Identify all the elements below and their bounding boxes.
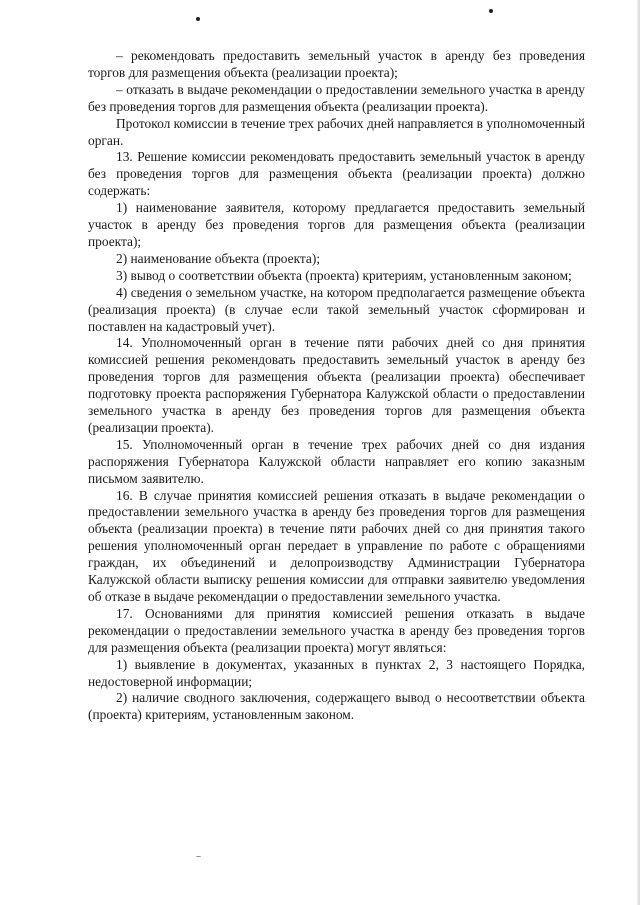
document-body: [88, 48, 585, 724]
paragraph: 16. В случае принятия комиссией решения отказать в выдаче рекомендации о предоставлении земельного участка в аренду без проведения торгов для размещения объекта (реализации проекта) в течение пяти рабочих дней со дня принятия такого решения уполномоченный орган передает в управление по работе с обращениями граждан, их объединений и делопроизводству Администрации Губернатора Калужской области выписку решения комиссии для отправки заявителю уведомления об отказе в выдаче рекомендации о предоставлении земельного участка.: [88, 487, 585, 604]
paragraph: Протокол комиссии в течение трех рабочих дней направляется в уполномоченный орган.: [88, 115, 585, 148]
paragraph: 13. Решение комиссии рекомендовать предоставить земельный участок в аренду без проведения торгов для размещения объекта (реализации проекта) должно содержать:: [88, 149, 585, 199]
paragraph: 14. Уполномоченный орган в течение пяти рабочих дней со дня принятия комиссией решения рекомендовать предоставить земельный участок в аренду без проведения торгов для размещения объекта (реализации проекта) обеспечивает подготовку проекта распоряжения Губернатора Калужской области о предоставлении земельного участка в аренду без проведения торгов для размещения объекта (реализации проекта).: [88, 335, 585, 435]
paragraph: 1) выявление в документах, указанных в пунктах 2, 3 настоящего Порядка, недостоверной информации;: [88, 656, 585, 689]
scan-speck: [196, 17, 200, 21]
scan-speck: [196, 856, 201, 857]
paragraph: 15. Уполномоченный орган в течение трех рабочих дней со дня издания распоряжения Губернатора Калужской области направляет его копию заказным письмом заявителю.: [88, 436, 585, 486]
scan-speck: [489, 9, 493, 13]
paragraph: – отказать в выдаче рекомендации о предоставлении земельного участка в аренду без проведения торгов для размещения объекта (реализации проекта).: [88, 81, 585, 114]
paragraph: 2) наименование объекта (проекта);: [116, 250, 321, 266]
paragraph: – рекомендовать предоставить земельный участок в аренду без проведения торгов для размещения объекта (реализации проекта);: [88, 48, 585, 80]
paragraph: 4) сведения о земельном участке, на котором предполагается размещение объекта (реализация проекта) (в случае если такой земельный участок сформирован и поставлен на кадастровый учет).: [88, 284, 585, 334]
paragraph: 3) вывод о соответствии объекта (проекта) критериям, установленным законом;: [116, 267, 572, 283]
paragraph: 2) наличие сводного заключения, содержащего вывод о несоответствии объекта (проекта) критериям, установленным законом.: [88, 690, 585, 723]
paragraph: 17. Основаниями для принятия комиссией решения отказать в выдаче рекомендации о предоставлении земельного участка в аренду без проведения торгов для размещения объекта (реализации проекта) могут являться:: [88, 605, 585, 655]
paragraph: 1) наименование заявителя, которому предлагается предоставить земельный участок в аренду без проведения торгов для размещения объекта (реализации проекта);: [88, 200, 585, 249]
